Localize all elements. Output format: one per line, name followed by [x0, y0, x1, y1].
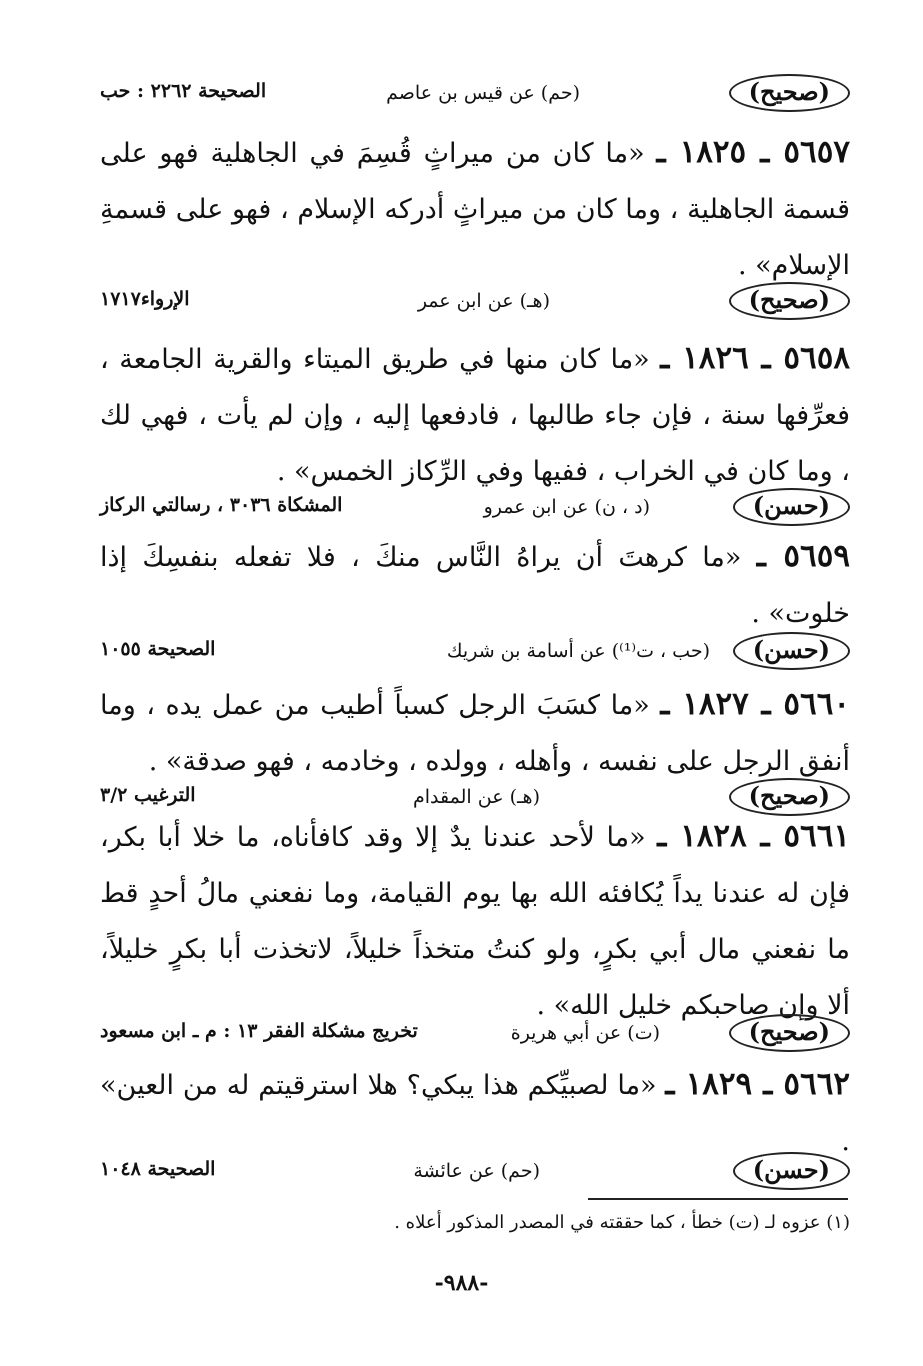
footnote-divider	[588, 1198, 848, 1200]
source-line	[100, 1012, 850, 1056]
grade-badge: (حسن)	[733, 1152, 850, 1190]
source-line	[100, 280, 850, 324]
hadith-body: «ما كسَبَ الرجل كسباً أطيب من عمل يده ، وما أنفق الرجل على نفسه ، وأهله ، وولده ، وخادمه ، فهو صدقة» .	[100, 690, 850, 777]
reference: تخريج مشكلة الفقر ١٣ : م ـ ابن مسعود	[100, 1020, 418, 1042]
reference: الصحيحة ١٠٤٨	[100, 1158, 216, 1180]
hadith-body: «ما لصبيِّكم هذا يبكي؟ هلا استرقيتم له من العين» .	[100, 1070, 850, 1157]
source-line	[100, 1150, 850, 1194]
grade-badge: (حسن)	[733, 488, 850, 526]
hadith-text	[100, 528, 850, 642]
narrator: (حم) عن عائشة	[413, 1160, 540, 1182]
page-number: -٩٨٨-	[434, 1270, 489, 1296]
hadith-body: «ما كان من ميراثٍ قُسِمَ في الجاهلية فهو على قسمة الجاهلية ، وما كان من ميراثٍ أدركه الإسلام ، فهو على قسمةِ الإسلام» .	[100, 138, 850, 281]
grade-badge: (صحيح)	[729, 1014, 850, 1052]
hadith-body: «ما كرهتَ أن يراهُ النَّاس منكَ ، فلا تفعله بنفسِكَ إذا خلوت» .	[100, 542, 850, 629]
hadith-text	[100, 676, 850, 790]
grade-badge: (صحيح)	[729, 74, 850, 112]
narrator: (هـ) عن ابن عمر	[417, 290, 550, 312]
source-line	[100, 72, 850, 116]
reference: الترغيب ٣/٢	[100, 784, 196, 806]
hadith-text	[100, 124, 850, 294]
narrator: (ت) عن أبي هريرة	[510, 1022, 660, 1044]
hadith-number: ٥٦٥٩ ـ	[756, 538, 851, 574]
hadith-text	[100, 808, 850, 1034]
hadith-body: «ما لأحد عندنا يدٌ إلا وقد كافأناه، ما خلا أبا بكر، فإن له عندنا يداً يُكافئه الله بها يوم القيامة، وما نفعني مالُ أحدٍ قط ما نفعني مال أبي بكرٍ، ولو كنتُ متخذاً خليلاً، لاتخذت أبا بكرٍ خليلاً، ألا وإن صاحبكم خليل الله» .	[100, 822, 850, 1021]
narrator: (حم) عن قيس بن عاصم	[386, 82, 580, 104]
footnote: (١) عزوه لـ (ت) خطأ ، كما حققته في المصدر المذكور أعلاه .	[394, 1212, 850, 1233]
narrator: (هـ) عن المقدام	[413, 786, 540, 808]
reference: الإرواء١٧١٧	[100, 288, 190, 310]
grade-badge: (صحيح)	[729, 778, 850, 816]
hadith-number: ٥٦٥٨ ـ ١٨٢٦ ـ	[660, 340, 850, 376]
hadith-body: «ما كان منها في طريق الميتاء والقرية الجامعة ، فعرِّفها سنة ، فإن جاء طالبها ، فادفعها إليه ، وإن لم يأت ، فهي لك ، وما كان في الخراب ، ففيها وفي الرِّكاز الخمس» .	[100, 344, 850, 487]
narrator: (د ، ن) عن ابن عمرو	[483, 496, 650, 518]
narrator: (حب ، ت⁽¹⁾) عن أسامة بن شريك	[446, 640, 710, 662]
hadith-number: ٥٦٥٧ ـ ١٨٢٥ ـ	[656, 134, 850, 170]
hadith-number: ٥٦٦٠ ـ ١٨٢٧ ـ	[660, 686, 851, 722]
hadith-text	[100, 330, 850, 500]
source-line	[100, 486, 850, 530]
grade-badge: (حسن)	[733, 632, 850, 670]
hadith-number: ٥٦٦١ ـ ١٨٢٨ ـ	[657, 818, 850, 854]
reference: المشكاة ٣٠٣٦ ، رسالتي الركاز	[100, 494, 343, 516]
source-line	[100, 630, 850, 674]
reference: الصحيحة ١٠٥٥	[100, 638, 216, 660]
hadith-number: ٥٦٦٢ ـ ١٨٢٩ ـ	[665, 1066, 851, 1102]
reference: الصحيحة ٢٢٦٢ : حب	[100, 80, 267, 102]
grade-badge: (صحيح)	[729, 282, 850, 320]
